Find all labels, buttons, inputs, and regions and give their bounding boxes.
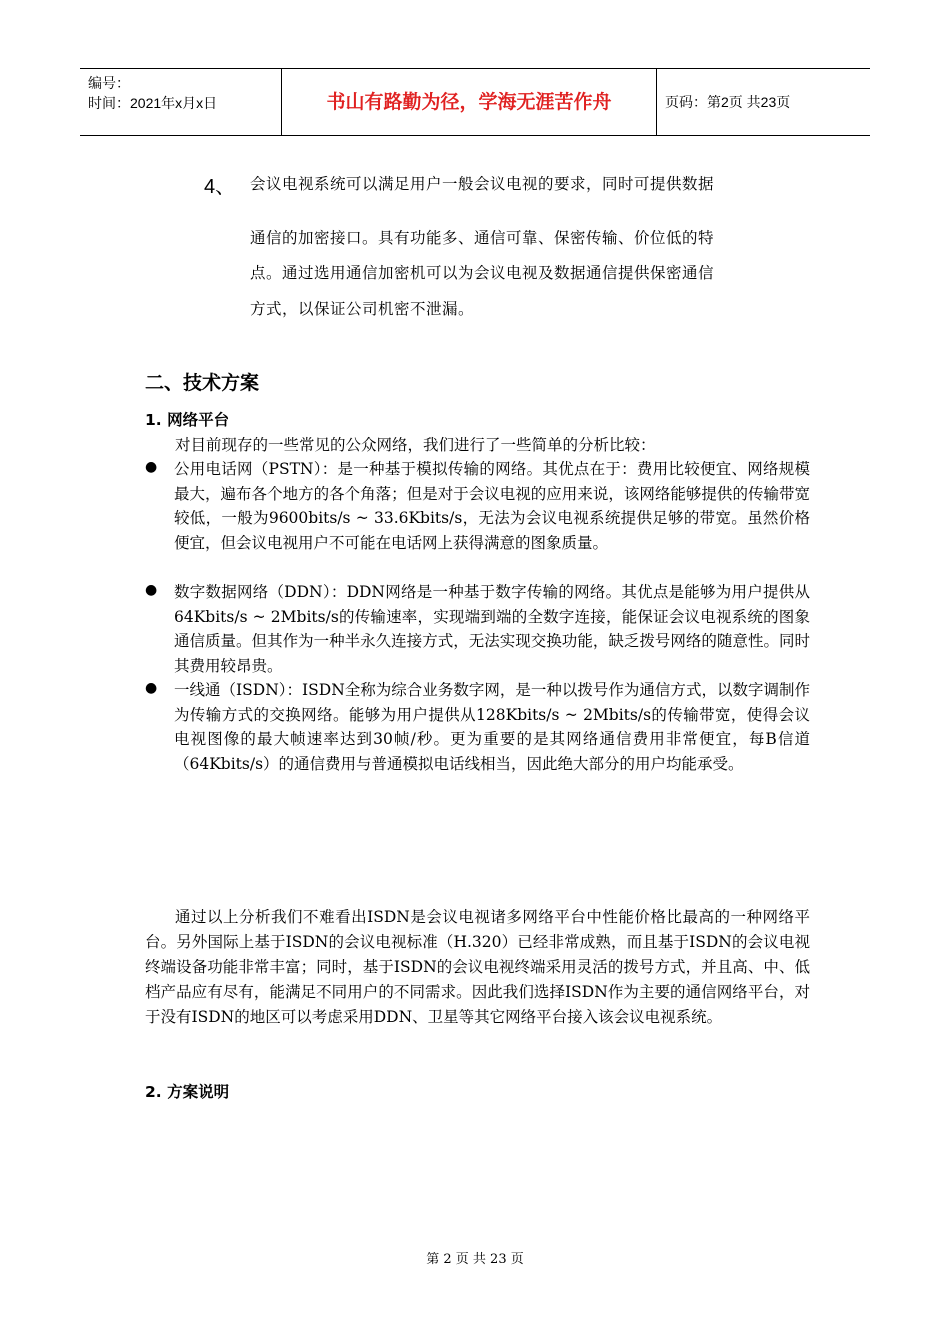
item-4-line-2: 通信的加密接口。具有功能多、通信可靠、保密传输、价位低的特 <box>250 229 715 247</box>
page-header <box>80 68 870 136</box>
page-footer: 第 2 页 共 23 页 <box>426 1252 524 1267</box>
header-motto: 书山有路勤为径，学海无涯苦作舟 <box>282 69 657 135</box>
bullet-icon: ● <box>145 459 158 475</box>
subsection-plan-description: 2. 方案说明 <box>145 1083 230 1101</box>
item-4-line-4: 方式，以保证公司机密不泄漏。 <box>250 300 475 318</box>
bullet-icon: ● <box>145 582 158 598</box>
conclusion-paragraph: 通过以上分析我们不难看出ISDN是会议电视诸多网络平台中性能价格比最高的一种网络平台。另外国际上基于ISDN的会议电视标准（H.320）已经非常成熟，而且基于ISDN的会议电视终端设备功能非常丰富；同时，基于ISDN的会议电视终端采用灵活的拨号方式，并且高、中、低档产品应有尽有，能满足不同用户的不同需求。因此我们选择ISDN作为主要的通信网络平台，对于没有ISDN的地区可以考虑采用DDN、卫星等其它网络平台接入该会议电视系统。 <box>145 908 810 1026</box>
item-4-line-3: 点。通过选用通信加密机可以为会议电视及数据通信提供保密通信 <box>250 264 715 282</box>
item-4-number: 4、 <box>204 176 236 198</box>
intro-paragraph: 对目前现存的一些常见的公众网络，我们进行了一些简单的分析比较： <box>175 436 656 454</box>
section-title: 二、技术方案 <box>145 372 260 394</box>
bullet-ddn: 数字数据网络（DDN）：DDN网络是一种基于数字传输的网络。其优点是能够为用户提供从64Kbits/s ~ 2Mbits/s的传输速率，实现端到端的全数字连接，能保证会议电视系统的图象通信质量。但其作为一种半永久连接方式，无法实现交换功能，缺乏拨号网络的随意性。同时其费用较昂贵。 <box>174 583 810 675</box>
bullet-pstn: 公用电话网（PSTN）：是一种基于模拟传输的网络。其优点在于：费用比较便宜、网络规模最大，遍布各个地方的各个角落；但是对于会议电视的应用来说，该网络能够提供的传输带宽较低，一般为9600bits/s ~ 33.6Kbits/s，无法为会议电视系统提供足够的带宽。虽然价格便宜，但会议电视用户不可能在电话网上获得满意的图象质量。 <box>174 460 810 552</box>
bullet-isdn: 一线通（ISDN）：ISDN全称为综合业务数字网，是一种以拨号作为通信方式，以数字调制作为传输方式的交换网络。能够为用户提供从128Kbits/s ~ 2Mbits/s的传输带宽，使得会议电视图像的最大帧速率达到30帧/秒。更为重要的是其网络通信费用非常便宜，每B信道（64Kbits/s）的通信费用与普通模拟电话线相当，因此绝大部分的用户均能承受。 <box>174 681 810 773</box>
time-label: 时间：2021年x月x日 <box>88 95 218 111</box>
bullet-icon: ● <box>145 680 158 696</box>
header-page-info: 页码：第2页 共23页 <box>665 94 791 110</box>
item-4-line-1: 会议电视系统可以满足用户一般会议电视的要求，同时可提供数据 <box>250 175 715 193</box>
serial-label: 编号： <box>88 75 130 91</box>
subsection-network-platform: 1. 网络平台 <box>145 411 230 429</box>
header-meta <box>80 69 282 135</box>
